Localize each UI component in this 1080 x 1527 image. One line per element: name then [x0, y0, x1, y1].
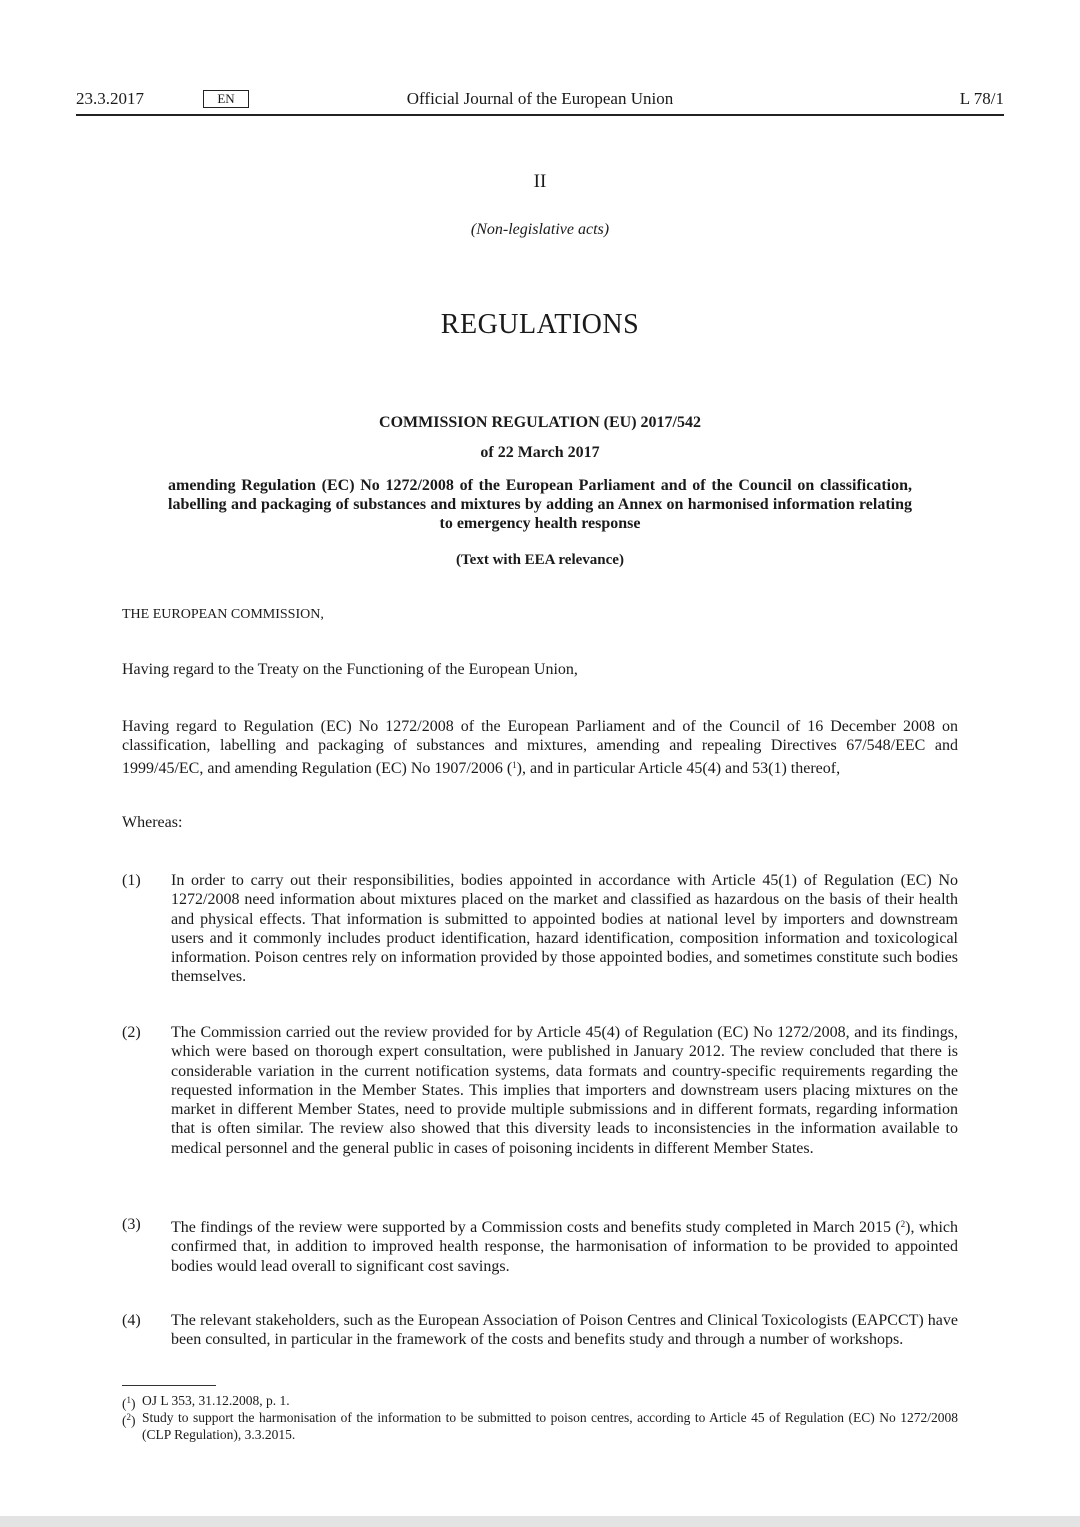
regulation-citation-tail: ), and in particular Article 45(4) and 53(1) thereof, — [516, 759, 841, 777]
recital — [122, 1311, 958, 1350]
section-heading: REGULATIONS — [440, 309, 640, 340]
journal-header — [76, 88, 1004, 116]
part-subtitle: (Non-legislative acts) — [470, 221, 610, 238]
footnote — [122, 1392, 958, 1409]
footnote — [122, 1409, 958, 1443]
page-bottom-band — [0, 1516, 1080, 1527]
footnote-ref[interactable]: 2 — [900, 1219, 906, 1229]
commission-line: THE EUROPEAN COMMISSION, — [122, 607, 324, 622]
journal-title: Official Journal of the European Union — [406, 89, 674, 108]
recital — [122, 871, 958, 987]
treaty-citation: Having regard to the Treaty on the Functioning of the European Union, — [122, 661, 578, 678]
recital-number: (1) — [122, 872, 141, 889]
eea-relevance: (Text with EEA relevance) — [456, 552, 624, 568]
publication-date: 23.3.2017 — [76, 89, 144, 108]
footnote-text: OJ L 353, 31.12.2008, p. 1. — [142, 1393, 290, 1408]
regulation-number: COMMISSION REGULATION (EU) 2017/542 — [379, 414, 701, 431]
regulation-title: amending Regulation (EC) No 1272/2008 of the European Parliament and of the Council on classification, labelling and packaging of substances and mixtures by adding an Annex on harmonised information relating to emergency health response — [168, 477, 912, 532]
recital-text-part: The findings of the review were supported by a Commission costs and benefits study completed in March 2015 ( — [171, 1219, 901, 1236]
recital-text: In order to carry out their responsibilities, bodies appointed in accordance with Article 45(1) of Regulation (EC) No 1272/2008 need information about mixtures placed on the market and classified as hazardous on the basis of their health and physical effects. That information is submitted to appointed bodies at national level by importers and downstream users and it commonly includes product identification, hazard identification, composition information and toxicological information. Poison centres rely on information provided by those appointed bodies, and sometimes constitute such bodies themselves. — [171, 872, 958, 986]
recital-text: The Commission carried out the review provided for by Article 45(4) of Regulation (EC) No 1272/2008, and its findings, which were based on thorough expert consultation, were published in January 2012. The review concluded that there is considerable variation in the current notification systems, data formats and country-specific requirements regarding the requested information in the Member States. This implies that importers and downstream users placing mixtures on the market in different Member States, need to provide multiple submissions and in different formats, regarding information that is often similar. The review also showed that this diversity leads to inconsistencies in the information available to medical personnel and the general public in cases of poisoning incidents in different Member States. — [171, 1024, 958, 1157]
page-reference: L 78/1 — [959, 89, 1004, 108]
regulation-citation-text: Having regard to Regulation (EC) No 1272/2008 of the European Parliament and of the Council of 16 December 2008 on classification, labelling and packaging of substances and mixtures, amending and repealing Directives 67/548/EEC and 1999/45/EC, and amending Regulation (EC) No 1907/2006 ( — [122, 718, 958, 777]
footnote-marker: ($^1$) — [122, 1395, 136, 1411]
recital — [122, 1215, 958, 1276]
language-badge: EN — [203, 90, 249, 108]
recital — [122, 1023, 958, 1158]
recital-text — [171, 1215, 958, 1276]
whereas-line: Whereas: — [122, 814, 183, 831]
recital-number: (4) — [122, 1312, 141, 1329]
regulation-citation — [122, 717, 958, 778]
footnote-text: Study to support the harmonisation of the information to be submitted to poison centres, according to Article 45 of Regulation (EC) No 1272/2008 (CLP Regulation), 3.3.2015. — [142, 1410, 958, 1442]
part-number: II — [533, 171, 547, 192]
regulation-date: of 22 March 2017 — [480, 444, 600, 461]
recital-number: (3) — [122, 1216, 141, 1233]
footnote-ref[interactable]: 1 — [512, 759, 517, 770]
footnote-divider — [122, 1385, 216, 1386]
recital-number: (2) — [122, 1024, 141, 1041]
recital-text: The relevant stakeholders, such as the European Association of Poison Centres and Clinical Toxicologists (EAPCCT) have been consulted, in particular in the framework of the costs and benefits study and through a number of workshops. — [171, 1312, 958, 1349]
footnote-marker: ($^2$) — [122, 1412, 136, 1428]
recital-text-part: ), which confirmed that, in addition to improved health response, the harmonisation of information to be provided to appointed bodies would lead overall to significant cost savings. — [171, 1219, 958, 1275]
